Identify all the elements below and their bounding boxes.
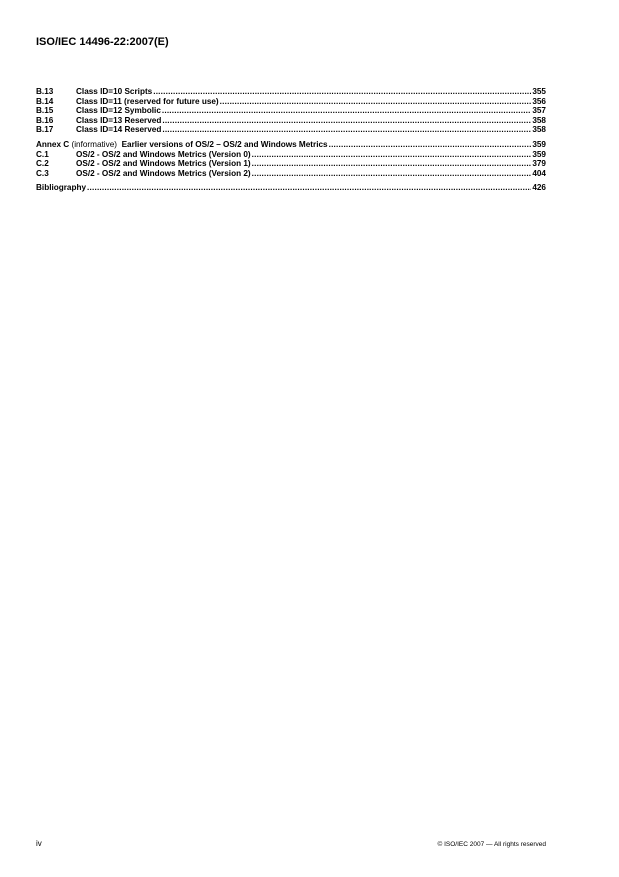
toc-entry-number: B.13 xyxy=(36,87,54,96)
toc-leader-dots xyxy=(153,87,531,97)
document-header: ISO/IEC 14496-22:2007(E) xyxy=(36,36,169,48)
toc-entry-bibliography[interactable] xyxy=(36,183,546,193)
toc-entry-title: OS/2 - OS/2 and Windows Metrics (Version 2) xyxy=(76,168,251,178)
toc-entry-page: 359 xyxy=(532,149,546,159)
toc-entry-page: 379 xyxy=(532,159,546,169)
toc-leader-dots xyxy=(162,116,531,126)
toc-entry-page: 358 xyxy=(532,125,546,135)
toc-leader-dots xyxy=(220,97,532,107)
toc-entry-number: C.1 xyxy=(36,149,49,159)
toc-leader-dots xyxy=(252,169,532,179)
toc-entry-number: B.17 xyxy=(36,125,54,135)
annex-title: Earlier versions of OS/2 – OS/2 and Windows Metrics xyxy=(121,139,328,149)
annex-qualifier: (informative) xyxy=(71,139,117,149)
toc-entry-title: Class ID=12 Symbolic xyxy=(76,106,161,116)
toc-leader-dots xyxy=(162,106,531,116)
toc-entry-title: Class ID=14 Reserved xyxy=(76,125,162,135)
toc-entry-b13[interactable] xyxy=(36,87,546,97)
toc-entry-title: Bibliography xyxy=(36,183,87,193)
toc-entry-b14[interactable] xyxy=(36,97,546,107)
toc-entry-number: C.2 xyxy=(36,159,49,169)
toc-entry-title: Class ID=11 (reserved for future use) xyxy=(76,96,219,106)
toc-entry-page: 357 xyxy=(532,106,546,116)
footer-copyright: © ISO/IEC 2007 — All rights reserved xyxy=(437,841,546,848)
toc-leader-dots xyxy=(87,183,531,193)
footer-page-number: iv xyxy=(36,839,42,848)
toc-entry-number: B.14 xyxy=(36,96,54,106)
toc-entry-page: 356 xyxy=(532,96,546,106)
toc-entry-title: Class ID=13 Reserved xyxy=(76,115,162,125)
toc-entry-c1[interactable] xyxy=(36,150,546,160)
toc-entry-title: Class ID=10 Scripts xyxy=(76,87,153,96)
toc-entry-b16[interactable] xyxy=(36,116,546,126)
toc-leader-dots xyxy=(252,159,532,169)
toc-entry-page: 426 xyxy=(532,183,546,193)
toc-leader-dots xyxy=(329,140,532,150)
toc-entry-page: 355 xyxy=(532,87,546,96)
toc-entry-annex-c[interactable] xyxy=(36,140,546,150)
toc-entry-number: B.16 xyxy=(36,115,54,125)
toc-entry-title: OS/2 - OS/2 and Windows Metrics (Version 1) xyxy=(76,159,251,169)
toc-entry-page: 404 xyxy=(532,168,546,178)
toc-entry-page: 358 xyxy=(532,115,546,125)
toc-entry-b15[interactable] xyxy=(36,106,546,116)
toc-entry-b17[interactable] xyxy=(36,125,546,135)
toc-entry-page: 359 xyxy=(532,139,546,149)
toc-leader-dots xyxy=(162,125,531,135)
annex-label: Annex C xyxy=(36,139,70,149)
toc-annex-heading xyxy=(36,140,328,150)
table-of-contents xyxy=(36,87,546,193)
toc-leader-dots xyxy=(252,150,532,160)
toc-entry-title: OS/2 - OS/2 and Windows Metrics (Version 0) xyxy=(76,149,251,159)
toc-entry-number: C.3 xyxy=(36,168,49,178)
toc-entry-c3[interactable] xyxy=(36,169,546,179)
toc-entry-c2[interactable] xyxy=(36,159,546,169)
toc-entry-number: B.15 xyxy=(36,106,54,116)
